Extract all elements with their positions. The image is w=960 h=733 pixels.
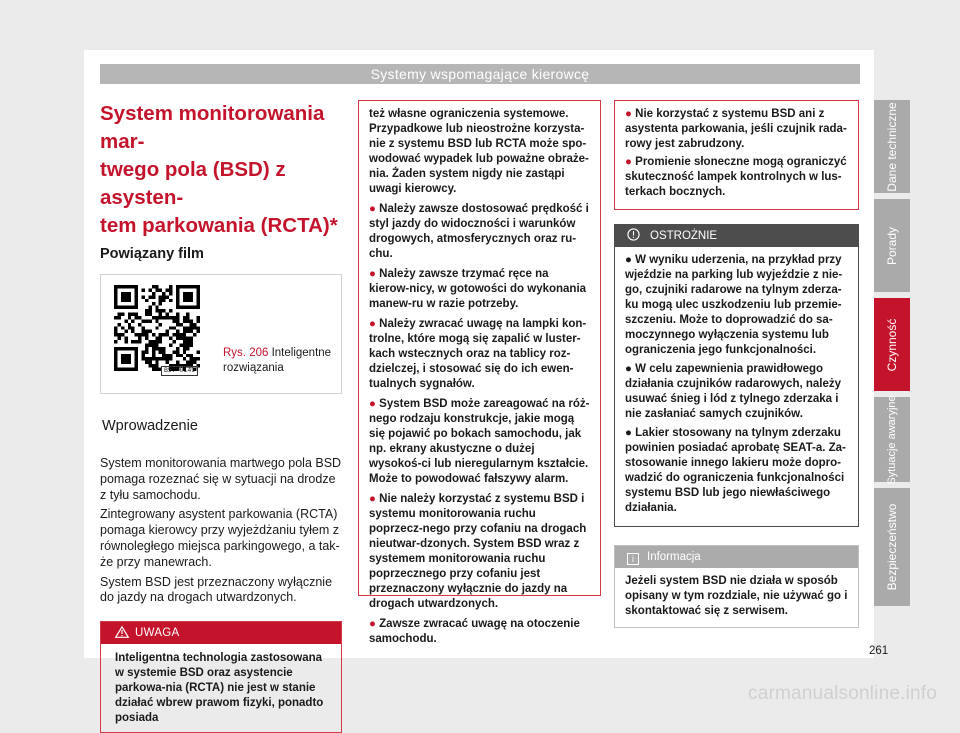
- section-heading: Wprowadzenie: [102, 418, 198, 434]
- warning-box: [100, 621, 342, 733]
- warning-header: [101, 622, 341, 644]
- warning-text: Inteligentna technologia zastosowana w systemie BSD oraz asystencie parkowa-nia (RCTA) nie jest w stanie działać wbrew prawom fizyki, ponadto posiada: [115, 652, 324, 725]
- bullet-icon: ●: [369, 618, 376, 630]
- chapter-title-line: twego pola (BSD) z asysten-: [100, 158, 286, 209]
- caution-header: [615, 225, 858, 247]
- caution-text: [615, 247, 858, 526]
- tab-sytuacje-awaryjne[interactable]: [874, 394, 910, 485]
- caution-box: [614, 224, 859, 527]
- bullet-icon: ●: [625, 363, 632, 375]
- info-icon: i: [627, 553, 639, 565]
- bullet-item: [625, 362, 848, 422]
- bullet-item: [369, 317, 590, 392]
- figure-code: B57-0149: [161, 366, 198, 376]
- bullet-icon: ●: [625, 254, 632, 266]
- info-text: Jeżeli system BSD nie działa w sposób opisany w tym rozdziale, nie używać go i skontaktować się z serwisem.: [625, 575, 848, 617]
- bullet-text: Zawsze zwracać uwagę na otoczenie samochodu.: [369, 618, 580, 645]
- tab-porady[interactable]: [874, 199, 910, 292]
- bullet-text: Należy zawsze trzymać ręce na kierow-nicy, w gotowości do wykonania manew-ru w razie potrzeby.: [369, 268, 587, 310]
- figure-caption-text: Inteligentne rozwiązania: [223, 347, 332, 374]
- figure-caption: [223, 346, 333, 376]
- column-left: [100, 100, 342, 733]
- paragraph: System monitorowania martwego pola BSD pomaga rozeznać się w sytuacji na drodze z tyłu samochodu.: [100, 456, 342, 502]
- bullet-text: Lakier stosowany na tylnym zderzaku powinien posiadać aprobatę SEAT-a. Za-stosowanie innego lakieru może dopro-wadzić do ograniczenia funkcjonalności systemu BSD lub jego niewłaściwego działania.: [625, 427, 846, 514]
- tab-label: Bezpieczeństwo: [885, 503, 899, 591]
- bullet-item: [625, 155, 848, 200]
- warning-box-continued: [358, 100, 601, 645]
- tab-label: Sytuacje awaryjne: [886, 394, 898, 485]
- bullet-icon: ●: [369, 318, 376, 330]
- bullet-icon: ●: [625, 427, 632, 439]
- bullet-item: [369, 202, 590, 262]
- related-video-heading: Powiązany film: [100, 246, 204, 262]
- caution-label: OSTROŻNIE: [650, 230, 718, 242]
- figure-label: Rys. 206: [223, 347, 269, 359]
- page-header: Systemy wspomagające kierowcę: [100, 64, 860, 84]
- paragraph: Zintegrowany asystent parkowania (RCTA) pomaga kierowcy przy wyjeżdżaniu tyłem z równoległego miejsca parkingowego, a tak-że przy manewrach.: [100, 507, 340, 569]
- chapter-title-line: tem parkowania (RCTA)*: [100, 214, 338, 237]
- tab-czynnosc[interactable]: [874, 298, 910, 391]
- caution-circle-icon: [627, 228, 640, 241]
- bullet-icon: ●: [369, 398, 376, 410]
- bullet-item: [369, 267, 590, 312]
- info-label: Informacja: [647, 551, 701, 563]
- chapter-title: [100, 100, 342, 240]
- bullet-item: [625, 107, 848, 152]
- bullet-text: Należy zawsze dostosować prędkość i styl jazdy do widoczności i warunków drogowych, atmosferycznych oraz ru-chu.: [369, 203, 589, 260]
- warning-label: UWAGA: [135, 627, 180, 640]
- bullet-text: System BSD może zareagować na róż-nego rodzaju konstrukcje, jakie mogą się pojawić po bokach samochodu, jak np. ekrany akustyczne o dużej wysokoś-ci lub nieregularnym kształcie. Może to powodować fałszywy alarm.: [369, 398, 590, 485]
- bullet-icon: ●: [369, 268, 376, 280]
- tab-label: Porady: [885, 226, 899, 265]
- bullet-item: [369, 397, 590, 487]
- bullet-icon: ●: [625, 108, 632, 120]
- page-number: 261: [869, 645, 889, 657]
- bullet-text: W wyniku uderzenia, na przykład przy wjeździe na parking lub wyjeździe z nie-go, czujniki radarowe na tylnym zderza-ku mogą ulec uszkodzeniu lub przemie-szczeniu. Może to doprowadzić do sa-moczynnego wyłączenia systemu lub ograniczenia jego funkcjonalności.: [625, 254, 843, 356]
- info-header: [615, 546, 858, 568]
- bullet-icon: ●: [625, 156, 632, 168]
- bullet-icon: ●: [369, 493, 376, 505]
- bullet-text: W celu zapewnienia prawidłowego działania czujników radarowych, należy usuwać śnieg i lód z tylnego zderzaka i nie zasłaniać samych czujników.: [625, 363, 842, 420]
- figure-box: [100, 274, 342, 394]
- bullet-item: [369, 492, 590, 612]
- qr-code-icon[interactable]: [109, 285, 205, 371]
- info-box: [614, 545, 859, 628]
- paragraph: System BSD jest przeznaczony wyłącznie do jazdy na drogach utwardzonych.: [100, 574, 333, 605]
- bullet-text: Promienie słoneczne mogą ograniczyć skuteczność lampek kontrolnych w lus-terkach bocznych.: [625, 156, 847, 198]
- intro-text: [100, 456, 342, 606]
- tab-label: Dane techniczne: [885, 101, 899, 192]
- bullet-text: Należy zwracać uwagę na lampki kon-trolne, które mogą się zapalić w luster-kach wstecznych oraz na tablicy roz-dzielczej, i stosować się do ich ewen-tualnych sygnałów.: [369, 318, 587, 390]
- warning-intro: też własne ograniczenia systemowe. Przypadkowe lub nieostrożne korzysta-nie z systemu BSD lub RCTA może spo-wodować wypadek lub poważne obraże-nia. Żaden system nigdy nie zastąpi uwagi kierowcy.: [369, 108, 589, 195]
- tab-dane-techniczne[interactable]: [874, 100, 910, 193]
- chapter-title-line: System monitorowania mar-: [100, 102, 325, 153]
- bullet-icon: ●: [369, 203, 376, 215]
- warning-triangle-icon: [115, 626, 129, 638]
- column-middle: [358, 100, 601, 645]
- bullet-text: Nie korzystać z systemu BSD ani z asystenta parkowania, jeśli czujnik rada-rowy jest zabrudzony.: [625, 108, 847, 150]
- bullet-item: [625, 426, 848, 516]
- bullet-item: [369, 617, 590, 647]
- tab-bezpieczenstwo[interactable]: [874, 488, 910, 606]
- bullet-text: Nie należy korzystać z systemu BSD i systemu monitorowania ruchu poprzecz-nego przy cofaniu na drogach nieutwar-dzonych. System BSD wraz z systemem monitorowania ruchu poprzecznego przy cofaniu jest przeznaczony wyłącznie do jazdy na drogach utwardzonych.: [369, 493, 587, 610]
- bullet-item: [625, 253, 848, 358]
- column-right: [614, 100, 859, 628]
- warning-box-end: [614, 100, 859, 210]
- tab-label: Czynność: [885, 318, 899, 371]
- watermark: carmanualsonline.info: [748, 683, 938, 704]
